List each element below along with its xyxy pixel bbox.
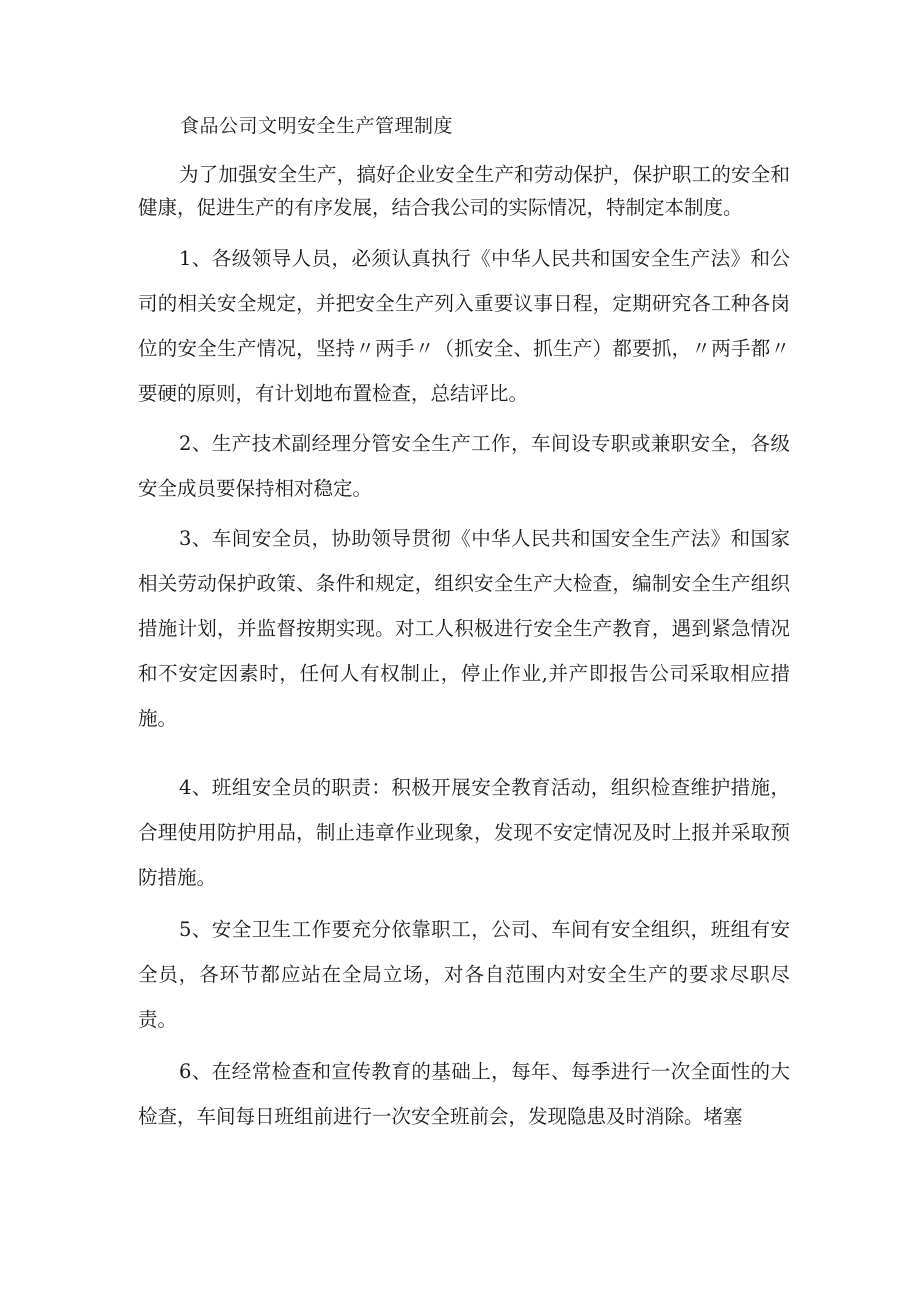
paragraph-5: 5、安全卫生工作要充分依靠职工，公司、车间有安全组织，班组有安全员，各环节都应站在全局立场，对各自范围内对安全生产的要求尽职尽责。 <box>138 918 790 1031</box>
paragraph-2: 2、生产技术副经理分管安全生产工作，车间设专职或兼职安全，各级安全成员要保持相对稳定。 <box>138 432 790 500</box>
paragraph-6: 6、在经常检查和宣传教育的基础上，每年、每季进行一次全面性的大检查，车间每日班组前进行一次安全班前会，发现隐患及时消除。堵塞 <box>138 1060 790 1128</box>
document-title: 食品公司文明安全生产管理制度 <box>180 115 454 137</box>
paragraph-4: 4、班组安全员的职责：积极开展安全教育活动，组织检查维护措施，合理使用防护用品，制止违章作业现象，发现不安定情况及时上报并采取预防措施。 <box>138 776 790 889</box>
paragraph-3: 3、车间安全员，协助领导贯彻《中华人民共和国安全生产法》和国家相关劳动保护政策、条件和规定，组织安全生产大检查，编制安全生产组织措施计划，并监督按期实现。对工人积极进行安全生产教育，遇到紧急情况和不安定因素时，任何人有权制止，停止作业,并产即报告公司采取相应措施。 <box>138 527 790 730</box>
intro-paragraph: 为了加强安全生产，搞好企业安全生产和劳动保护，保护职工的安全和健康，促进生产的有序发展，结合我公司的实际情况，特制定本制度。 <box>138 163 790 219</box>
paragraph-1: 1、各级领导人员，必须认真执行《中华人民共和国安全生产法》和公司的相关安全规定，并把安全生产列入重要议事日程，定期研究各工种各岗位的安全生产情况，坚持〃两手〃（抓安全、抓生产）都要抓，〃两手都〃要硬的原则，有计划地布置检查，总结评比。 <box>138 247 790 405</box>
